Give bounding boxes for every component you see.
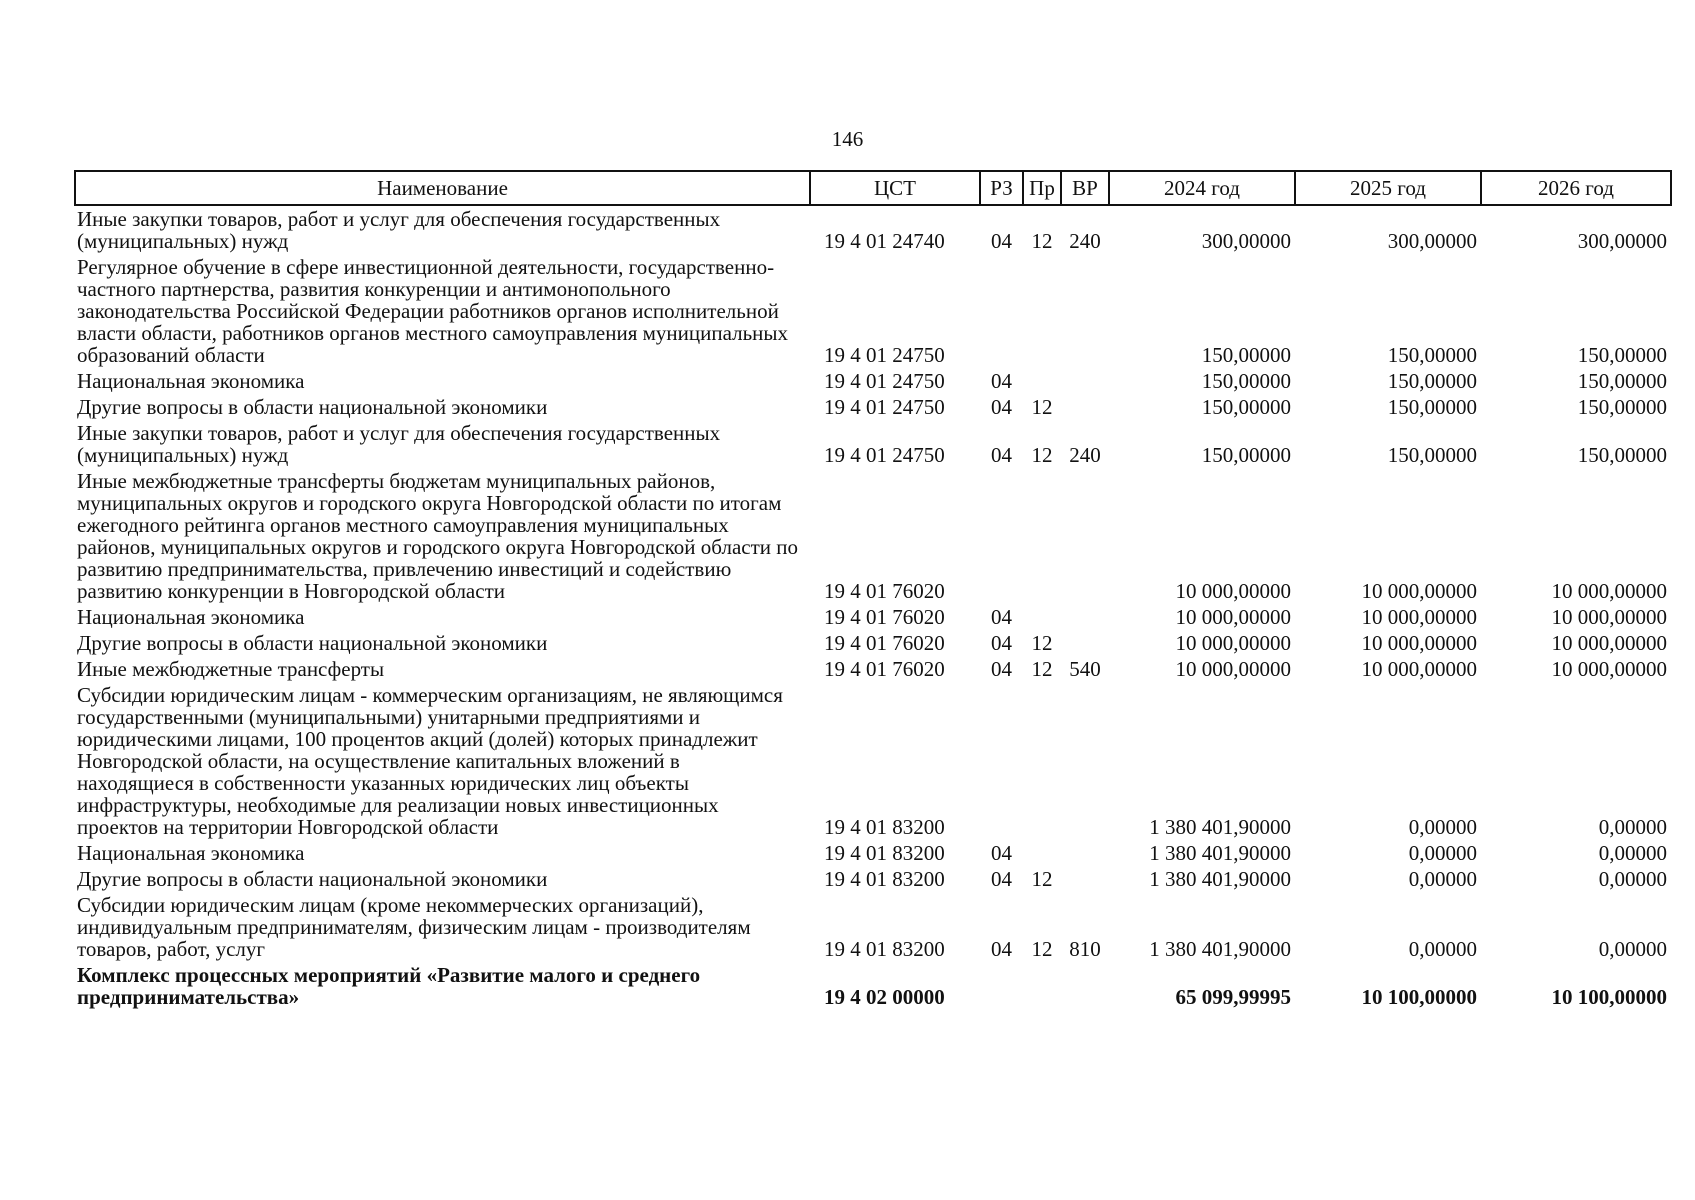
header-pr: Пр xyxy=(1023,171,1061,205)
cell-2025: 10 000,00000 xyxy=(1361,579,1477,603)
table-row xyxy=(75,205,1671,254)
cell-vr: 810 xyxy=(1069,937,1101,961)
cell-cst: 19 4 01 76020 xyxy=(824,579,945,603)
cell-2025: 0,00000 xyxy=(1408,867,1477,891)
header-name: Наименование xyxy=(75,171,810,205)
cell-2026: 0,00000 xyxy=(1598,937,1667,961)
cell-2025: 0,00000 xyxy=(1408,937,1477,961)
cell-2024: 150,00000 xyxy=(1201,443,1291,467)
cell-2024: 1 380 401,90000 xyxy=(1149,937,1291,961)
cell-2025: 10 000,00000 xyxy=(1361,605,1477,629)
cell-pr: 12 xyxy=(1031,395,1053,419)
cell-2025: 150,00000 xyxy=(1387,369,1477,393)
cell-cst: 19 4 01 83200 xyxy=(824,937,945,961)
budget-table xyxy=(74,170,1672,1010)
cell-rz: 04 xyxy=(991,631,1012,655)
cell-2026: 150,00000 xyxy=(1577,443,1667,467)
cell-vr: 240 xyxy=(1069,229,1101,253)
cell-vr xyxy=(1061,962,1109,1010)
cell-pr: 12 xyxy=(1031,443,1053,467)
cell-rz: 04 xyxy=(991,937,1012,961)
cell-rz: 04 xyxy=(991,657,1012,681)
header-vr: ВР xyxy=(1061,171,1109,205)
cell-cst: 19 4 01 76020 xyxy=(824,631,945,655)
cell-rz: 04 xyxy=(991,605,1012,629)
cell-pr xyxy=(1023,368,1061,394)
cell-cst: 19 4 01 24750 xyxy=(824,343,945,367)
cell-cst: 19 4 01 76020 xyxy=(824,657,945,681)
table-row xyxy=(75,604,1671,630)
cell-rz: 04 xyxy=(991,841,1012,865)
table-row xyxy=(75,420,1671,468)
page-number: 146 xyxy=(831,127,864,151)
cell-rz xyxy=(980,468,1023,604)
cell-cst: 19 4 01 24740 xyxy=(824,229,945,253)
cell-rz: 04 xyxy=(991,443,1012,467)
cell-name: Другие вопросы в области национальной экономики xyxy=(77,395,548,419)
cell-vr xyxy=(1061,254,1109,368)
cell-rz: 04 xyxy=(991,395,1012,419)
cell-2026: 10 000,00000 xyxy=(1551,605,1667,629)
cell-rz: 04 xyxy=(991,229,1012,253)
table-row xyxy=(75,682,1671,840)
cell-vr xyxy=(1061,394,1109,420)
cell-cst: 19 4 01 24750 xyxy=(824,395,945,419)
cell-rz xyxy=(980,962,1023,1010)
cell-vr xyxy=(1061,866,1109,892)
cell-vr xyxy=(1061,682,1109,840)
cell-2026: 10 000,00000 xyxy=(1551,657,1667,681)
cell-name: Национальная экономика xyxy=(77,369,305,393)
cell-name: Иные межбюджетные трансферты xyxy=(77,657,385,681)
table-row xyxy=(75,840,1671,866)
cell-cst: 19 4 01 76020 xyxy=(824,605,945,629)
cell-pr xyxy=(1023,682,1061,840)
table-row xyxy=(75,630,1671,656)
header-2024: 2024 год xyxy=(1109,171,1295,205)
table-body xyxy=(75,205,1671,1010)
cell-rz xyxy=(980,254,1023,368)
cell-2025: 10 100,00000 xyxy=(1361,985,1477,1009)
header-cst: ЦСТ xyxy=(810,171,980,205)
cell-2025: 150,00000 xyxy=(1387,343,1477,367)
cell-2024: 150,00000 xyxy=(1201,369,1291,393)
cell-rz: 04 xyxy=(991,867,1012,891)
cell-2025: 150,00000 xyxy=(1387,443,1477,467)
cell-pr: 12 xyxy=(1031,937,1053,961)
cell-2024: 1 380 401,90000 xyxy=(1149,815,1291,839)
cell-pr: 12 xyxy=(1031,867,1053,891)
cell-cst: 19 4 01 83200 xyxy=(824,815,945,839)
table-row xyxy=(75,468,1671,604)
header-rz: РЗ xyxy=(980,171,1023,205)
cell-vr xyxy=(1061,630,1109,656)
cell-vr xyxy=(1061,604,1109,630)
cell-2024: 150,00000 xyxy=(1201,343,1291,367)
cell-cst: 19 4 01 24750 xyxy=(824,443,945,467)
cell-name: Комплекс процессных мероприятий «Развитие малого и среднего предпринимательства» xyxy=(77,963,701,1009)
cell-2026: 150,00000 xyxy=(1577,343,1667,367)
cell-2024: 10 000,00000 xyxy=(1175,605,1291,629)
cell-2025: 0,00000 xyxy=(1408,815,1477,839)
table-header-row xyxy=(75,171,1671,205)
table-row xyxy=(75,394,1671,420)
cell-2025: 10 000,00000 xyxy=(1361,657,1477,681)
cell-name: Национальная экономика xyxy=(77,841,305,865)
cell-vr xyxy=(1061,840,1109,866)
cell-2025: 0,00000 xyxy=(1408,841,1477,865)
cell-name: Другие вопросы в области национальной экономики xyxy=(77,631,548,655)
cell-pr xyxy=(1023,604,1061,630)
cell-name: Иные закупки товаров, работ и услуг для обеспечения государственных (муниципальных) нужд xyxy=(77,421,721,467)
cell-2026: 10 100,00000 xyxy=(1551,985,1667,1009)
table-row xyxy=(75,962,1671,1010)
cell-2026: 10 000,00000 xyxy=(1551,579,1667,603)
cell-2026: 0,00000 xyxy=(1598,841,1667,865)
cell-vr: 240 xyxy=(1069,443,1101,467)
cell-2024: 10 000,00000 xyxy=(1175,657,1291,681)
cell-2024: 300,00000 xyxy=(1201,229,1291,253)
table-row xyxy=(75,368,1671,394)
cell-pr: 12 xyxy=(1031,631,1053,655)
cell-2025: 150,00000 xyxy=(1387,395,1477,419)
cell-vr xyxy=(1061,368,1109,394)
cell-pr xyxy=(1023,962,1061,1010)
table-row xyxy=(75,656,1671,682)
cell-rz xyxy=(980,682,1023,840)
cell-vr: 540 xyxy=(1069,657,1101,681)
cell-name: Другие вопросы в области национальной экономики xyxy=(77,867,548,891)
cell-2025: 300,00000 xyxy=(1387,229,1477,253)
cell-2024: 10 000,00000 xyxy=(1175,631,1291,655)
cell-pr xyxy=(1023,840,1061,866)
cell-name: Субсидии юридическим лицам - коммерческим организациям, не являющимся государственными (муниципальными) унитарными предприятиями и юридическими лицами, 100 процентов акций (долей) которых принадлежит Новгородской области, на осуществление капитальных вложений в находящиеся в собственности указанных юридических лиц объекты инфраструктуры, необходимые для реализации новых инвестиционных проектов на территории Новгородской области xyxy=(77,683,783,839)
cell-2024: 1 380 401,90000 xyxy=(1149,841,1291,865)
cell-2026: 300,00000 xyxy=(1577,229,1667,253)
cell-name: Иные закупки товаров, работ и услуг для обеспечения государственных (муниципальных) нужд xyxy=(77,207,721,253)
cell-2026: 0,00000 xyxy=(1598,867,1667,891)
cell-2024: 65 099,99995 xyxy=(1175,985,1291,1009)
cell-name: Иные межбюджетные трансферты бюджетам муниципальных районов, муниципальных округов и городского округа Новгородской области по итогам ежегодного рейтинга органов местного самоуправления муниципальных районов, муниципальных округов и городского округа Новгородской области по развитию предпринимательства, привлечению инвестиций и содействию развитию конкуренции в Новгородской области xyxy=(77,469,798,603)
cell-2026: 150,00000 xyxy=(1577,369,1667,393)
table-row xyxy=(75,866,1671,892)
cell-cst: 19 4 01 83200 xyxy=(824,867,945,891)
cell-pr: 12 xyxy=(1031,229,1053,253)
cell-2026: 150,00000 xyxy=(1577,395,1667,419)
cell-2024: 150,00000 xyxy=(1201,395,1291,419)
cell-pr: 12 xyxy=(1031,657,1053,681)
cell-name: Регулярное обучение в сфере инвестиционной деятельности, государственно-частного партнерства, развития конкуренции и антимонопольного законодательства Российской Федерации работников органов исполнительной власти области, работников органов местного самоуправления муниципальных образований области xyxy=(77,255,789,367)
header-2026: 2026 год xyxy=(1481,171,1671,205)
cell-name: Субсидии юридическим лицам (кроме некоммерческих организаций), индивидуальным предпринимателям, физическим лицам - производителям товаров, работ, услуг xyxy=(77,893,751,961)
cell-cst: 19 4 02 00000 xyxy=(824,985,945,1009)
cell-pr xyxy=(1023,468,1061,604)
header-2025: 2025 год xyxy=(1295,171,1481,205)
cell-2026: 0,00000 xyxy=(1598,815,1667,839)
cell-2025: 10 000,00000 xyxy=(1361,631,1477,655)
cell-2026: 10 000,00000 xyxy=(1551,631,1667,655)
cell-cst: 19 4 01 83200 xyxy=(824,841,945,865)
cell-rz: 04 xyxy=(991,369,1012,393)
cell-vr xyxy=(1061,468,1109,604)
cell-pr xyxy=(1023,254,1061,368)
cell-2024: 1 380 401,90000 xyxy=(1149,867,1291,891)
table-row xyxy=(75,892,1671,962)
cell-2024: 10 000,00000 xyxy=(1175,579,1291,603)
cell-name: Национальная экономика xyxy=(77,605,305,629)
table-row xyxy=(75,254,1671,368)
cell-cst: 19 4 01 24750 xyxy=(824,369,945,393)
